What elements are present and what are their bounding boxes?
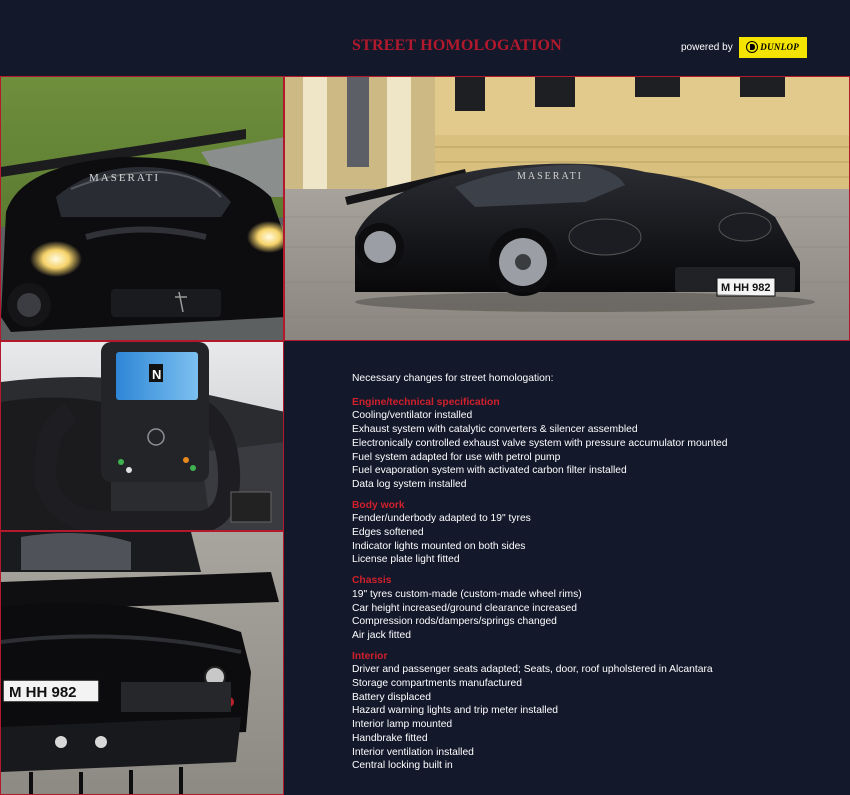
dunlop-logo-text: DUNLOP (760, 42, 800, 52)
list-item: Fuel system adapted for use with petrol pump (352, 451, 561, 463)
list-item: Interior ventilation installed (352, 746, 474, 758)
list-item: Fender/underbody adapted to 19" tyres (352, 513, 531, 525)
list-item: Electronically controlled exhaust valve system with pressure accumulator mounted (352, 437, 728, 449)
photo-three-quarter-view (284, 76, 850, 341)
list-item: 19" tyres custom-made (custom-made wheel rims) (352, 588, 582, 600)
list-item: Handbrake fitted (352, 732, 428, 744)
page-title: STREET HOMOLOGATION (352, 37, 562, 54)
section-title: Chassis (352, 575, 392, 587)
photo-front-view (0, 76, 284, 341)
list-item: Fuel evaporation system with activated carbon filter installed (352, 465, 627, 477)
list-item: Storage compartments manufactured (352, 678, 522, 690)
list-item: Data log system installed (352, 478, 467, 490)
list-item: Indicator lights mounted on both sides (352, 540, 526, 552)
page-header (0, 0, 850, 76)
sponsor-block (681, 36, 807, 58)
list-item: Car height increased/ground clearance increased (352, 602, 577, 614)
list-item: License plate light fitted (352, 554, 460, 566)
changes-list (352, 396, 832, 773)
license-plate: M HH 982 (721, 282, 771, 294)
section (352, 499, 832, 568)
list-item: Battery displaced (352, 691, 431, 703)
section-title: Interior (352, 650, 388, 662)
section (352, 574, 832, 643)
car-windscreen-brand: MASERATI (517, 171, 584, 182)
section-title: Engine/technical specification (352, 396, 500, 408)
list-item: Central locking built in (352, 760, 453, 772)
list-item: Hazard warning lights and trip meter installed (352, 705, 559, 717)
list-item: Air jack fitted (352, 629, 411, 641)
car-windscreen-brand: MASERATI (89, 172, 161, 184)
list-item: Interior lamp mounted (352, 719, 453, 731)
list-item: Exhaust system with catalytic converters & silencer assembled (352, 424, 638, 436)
list-item: Compression rods/dampers/springs changed (352, 616, 557, 628)
photo-steering-wheel (0, 341, 284, 531)
intro-text: Necessary changes for street homologation: (352, 373, 554, 384)
flying-d-icon (746, 41, 758, 53)
photo-rear-view (0, 531, 284, 795)
powered-by-label: powered by (681, 41, 733, 53)
section (352, 650, 832, 773)
section (352, 396, 832, 492)
license-plate: M HH 982 (9, 684, 77, 701)
list-item: Edges softened (352, 527, 424, 539)
section-title: Body work (352, 499, 405, 511)
list-item: Driver and passenger seats adapted; Seats, door, roof upholstered in Alcantara (352, 664, 713, 676)
homologation-text (352, 372, 832, 780)
dunlop-logo (739, 37, 807, 58)
list-item: Cooling/ventilator installed (352, 410, 473, 422)
gear-indicator: N (152, 367, 162, 382)
